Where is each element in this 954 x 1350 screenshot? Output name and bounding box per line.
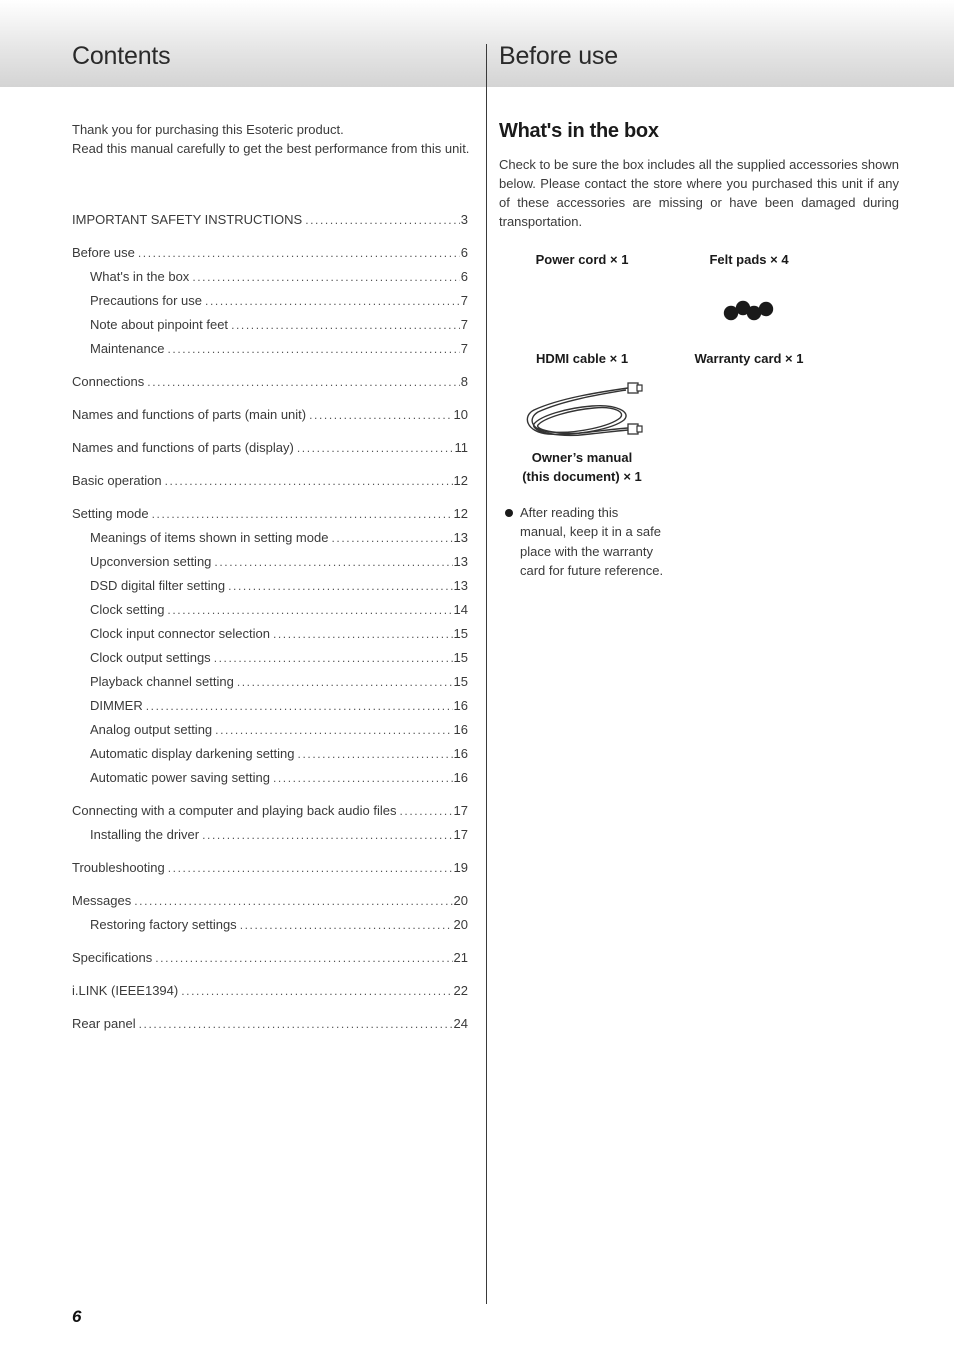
toc-entry-label: Names and functions of parts (main unit) <box>72 407 307 422</box>
intro-line: Thank you for purchasing this Esoteric product. <box>72 122 344 137</box>
toc-entry-label: Precautions for use <box>90 293 203 308</box>
manual-note <box>505 503 665 580</box>
toc-leader-dots <box>147 375 459 389</box>
toc-entry-page: 10 <box>453 407 468 422</box>
toc-entry-label: Note about pinpoint feet <box>90 317 229 332</box>
toc-entry-page: 15 <box>453 626 468 641</box>
toc-entry-page: 15 <box>453 650 468 665</box>
toc-entry-page: 13 <box>453 578 468 593</box>
toc-entry-page: 20 <box>453 893 468 908</box>
toc-leader-dots <box>331 531 452 545</box>
toc-entry-label: Analog output setting <box>90 722 213 737</box>
toc-leader-dots <box>231 318 460 332</box>
toc-entry <box>72 983 468 1007</box>
toc-leader-dots <box>168 861 453 875</box>
toc-entry-label: DIMMER <box>90 698 143 713</box>
toc-leader-dots <box>181 984 452 998</box>
bullet-icon <box>505 509 513 517</box>
toc-entry-label: Connections <box>72 374 145 389</box>
toc-entry <box>72 950 468 974</box>
toc-entry-label: Playback channel setting <box>90 674 234 689</box>
toc-entry <box>72 650 468 674</box>
toc-leader-dots <box>298 747 453 761</box>
intro-line: Read this manual carefully to get the best performance from this unit. <box>72 141 470 156</box>
toc-leader-dots <box>273 771 453 785</box>
toc-leader-dots <box>134 894 452 908</box>
toc-entry-page: 7 <box>460 293 468 308</box>
toc-entry-label: Meanings of items shown in setting mode <box>90 530 329 545</box>
toc-entry <box>72 674 468 698</box>
toc-entry <box>72 746 468 770</box>
toc-entry-label: Maintenance <box>90 341 165 356</box>
toc-entry <box>72 530 468 554</box>
toc-entry <box>72 578 468 602</box>
toc-entry <box>72 317 468 341</box>
toc-entry-label: Before use <box>72 245 135 260</box>
toc-entry-page: 7 <box>460 317 468 332</box>
toc-leader-dots <box>205 294 460 308</box>
toc-leader-dots <box>309 408 452 422</box>
toc-leader-dots <box>214 555 452 569</box>
toc-entry-page: 16 <box>453 722 468 737</box>
toc-entry <box>72 827 468 851</box>
owners-manual-label-line: (this document) × 1 <box>522 469 642 484</box>
toc-entry-label: IMPORTANT SAFETY INSTRUCTIONS <box>72 212 303 227</box>
toc-entry <box>72 374 468 398</box>
toc-entry <box>72 602 468 626</box>
column-divider <box>486 44 487 1304</box>
page-number: 6 <box>72 1307 82 1326</box>
toc-leader-dots <box>240 918 453 932</box>
contents-title: Contents <box>72 42 171 70</box>
toc-entry <box>72 770 468 794</box>
whats-in-box-intro: Check to be sure the box includes all the supplied accessories shown below. Please contact the store where you purchased this unit if any of these accessories are missing or have been damaged during transportation. <box>499 157 899 229</box>
toc-entry <box>72 440 468 464</box>
toc-entry-label: Installing the driver <box>90 827 200 842</box>
toc-entry-page: 8 <box>460 374 468 389</box>
toc-entry <box>72 473 468 497</box>
toc-entry-label: Basic operation <box>72 473 162 488</box>
toc-entry-page: 12 <box>453 473 468 488</box>
toc-leader-dots <box>202 828 452 842</box>
power-cord-label: Power cord × 1 <box>535 252 629 267</box>
toc-entry-label: i.LINK (IEEE1394) <box>72 983 179 998</box>
toc-leader-dots <box>146 699 453 713</box>
toc-leader-dots <box>228 579 452 593</box>
toc-entry <box>72 803 468 827</box>
toc-entry-label: Clock input connector selection <box>90 626 270 641</box>
toc-entry-page: 19 <box>453 860 468 875</box>
toc-leader-dots <box>297 441 454 455</box>
toc-entry-page: 16 <box>453 770 468 785</box>
toc-entry-label: DSD digital filter setting <box>90 578 226 593</box>
toc-entry-page: 21 <box>453 950 468 965</box>
manual-note-text: After reading this manual, keep it in a safe place with the warranty card for future reference. <box>520 505 664 578</box>
toc-entry-page: 15 <box>453 674 468 689</box>
hdmi-cable-label: HDMI cable × 1 <box>535 351 629 366</box>
toc-entry-label: Messages <box>72 893 132 908</box>
warranty-card-label: Warranty card × 1 <box>694 351 804 366</box>
toc-entry-page: 24 <box>453 1016 468 1031</box>
toc-entry <box>72 626 468 650</box>
toc-entry-page: 7 <box>460 341 468 356</box>
toc-leader-dots <box>237 675 453 689</box>
toc-entry <box>72 722 468 746</box>
toc-entry <box>72 1016 468 1040</box>
intro-text <box>72 120 482 158</box>
toc-leader-dots <box>215 723 452 737</box>
toc-entry-label: Clock setting <box>90 602 165 617</box>
toc-entry-page: 6 <box>460 269 468 284</box>
toc-entry <box>72 293 468 317</box>
toc-entry-label: Upconversion setting <box>90 554 212 569</box>
hdmi-cable-icon <box>520 380 644 442</box>
toc-entry <box>72 917 468 941</box>
toc-entry-page: 20 <box>453 917 468 932</box>
toc-entry-label: Rear panel <box>72 1016 136 1031</box>
toc-leader-dots <box>305 213 460 227</box>
toc-leader-dots <box>139 1017 453 1031</box>
toc-entry <box>72 698 468 722</box>
toc-entry-page: 11 <box>454 440 468 455</box>
felt-pads-label: Felt pads × 4 <box>709 252 789 267</box>
toc-entry-page: 3 <box>460 212 468 227</box>
toc-entry-page: 14 <box>453 602 468 617</box>
toc-leader-dots <box>152 507 453 521</box>
toc-leader-dots <box>167 342 459 356</box>
toc-entry <box>72 245 468 269</box>
toc-leader-dots <box>192 270 459 284</box>
table-of-contents <box>72 212 468 1040</box>
toc-entry-label: Setting mode <box>72 506 149 521</box>
toc-entry-label: Clock output settings <box>90 650 211 665</box>
toc-entry-page: 13 <box>453 530 468 545</box>
toc-leader-dots <box>138 246 460 260</box>
toc-leader-dots <box>214 651 453 665</box>
toc-entry-page: 17 <box>453 827 468 842</box>
toc-entry-label: Automatic display darkening setting <box>90 746 295 761</box>
toc-leader-dots <box>167 603 452 617</box>
toc-entry-label: Specifications <box>72 950 153 965</box>
toc-entry-label: Connecting with a computer and playing back audio files <box>72 803 397 818</box>
toc-entry-label: Names and functions of parts (display) <box>72 440 294 455</box>
toc-entry <box>72 554 468 578</box>
owners-manual-label-line: Owner’s manual <box>531 450 633 465</box>
toc-entry-page: 13 <box>453 554 468 569</box>
toc-entry-label: Restoring factory settings <box>90 917 237 932</box>
toc-entry-page: 16 <box>453 698 468 713</box>
toc-leader-dots <box>399 804 452 818</box>
toc-entry <box>72 212 468 236</box>
felt-pads-icon <box>720 297 778 325</box>
toc-entry-page: 17 <box>453 803 468 818</box>
before-use-title: Before use <box>499 42 618 70</box>
owners-manual-label <box>502 448 662 486</box>
toc-entry <box>72 860 468 884</box>
toc-entry <box>72 341 468 365</box>
toc-leader-dots <box>273 627 453 641</box>
toc-leader-dots <box>165 474 453 488</box>
toc-entry <box>72 893 468 917</box>
toc-entry-label: Automatic power saving setting <box>90 770 270 785</box>
toc-entry-page: 12 <box>453 506 468 521</box>
toc-entry <box>72 269 468 293</box>
toc-entry-label: Troubleshooting <box>72 860 165 875</box>
toc-leader-dots <box>155 951 452 965</box>
toc-entry-page: 22 <box>453 983 468 998</box>
toc-entry-page: 6 <box>460 245 468 260</box>
toc-entry-label: What's in the box <box>90 269 190 284</box>
toc-entry <box>72 506 468 530</box>
toc-entry <box>72 407 468 431</box>
whats-in-box-heading: What's in the box <box>499 120 659 142</box>
toc-entry-page: 16 <box>453 746 468 761</box>
